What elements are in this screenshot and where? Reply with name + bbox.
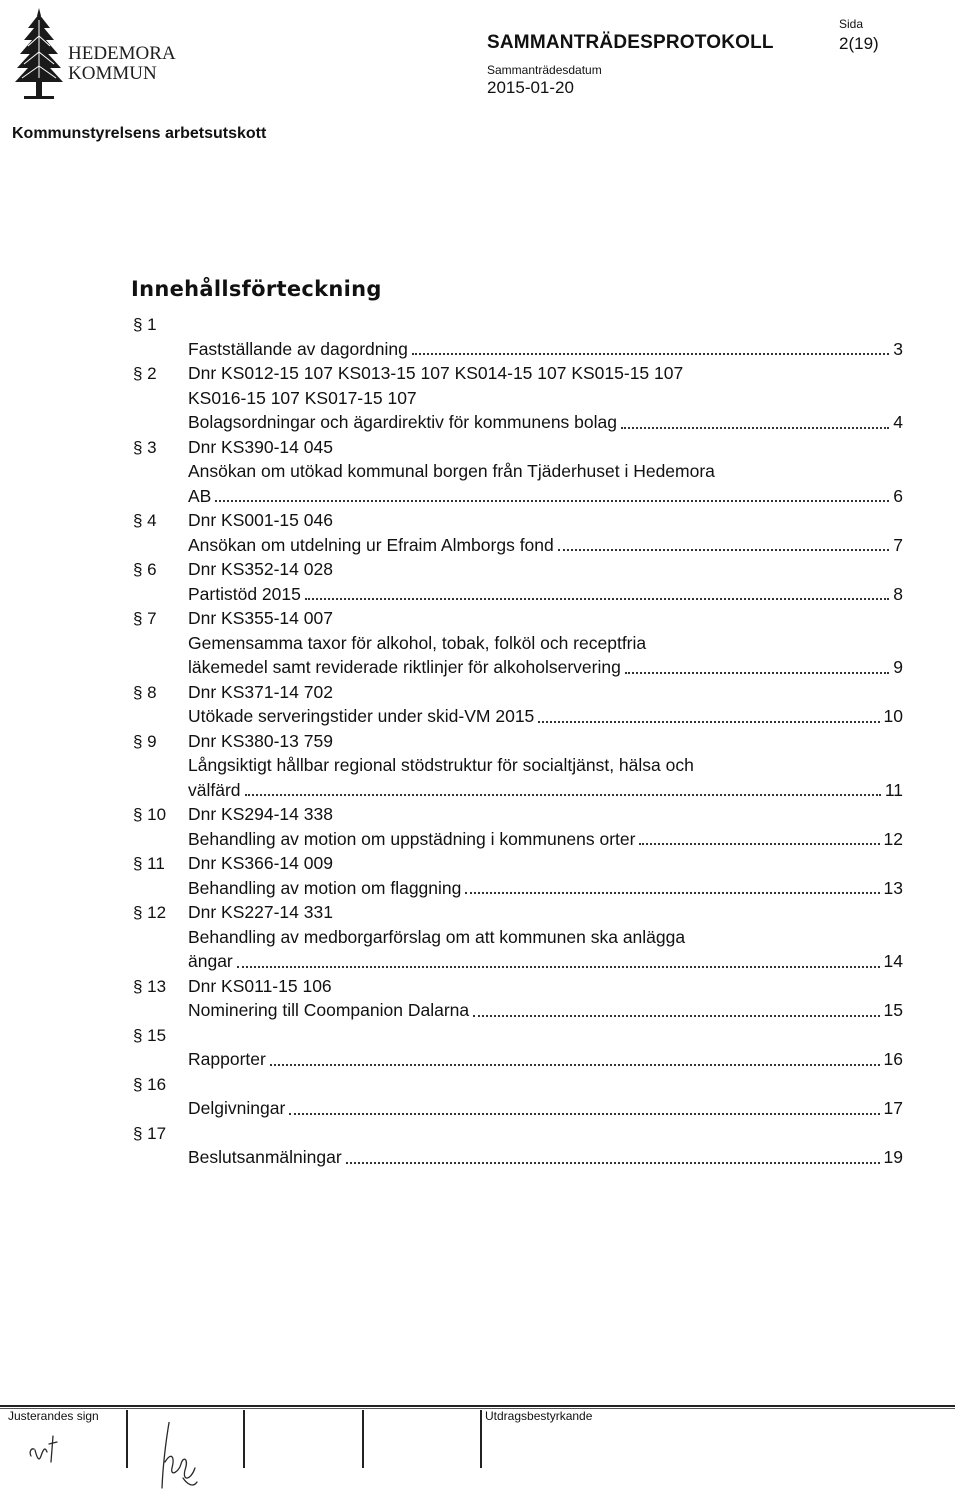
toc-entry-line: Dnr KS366-14 009 [188, 853, 333, 873]
toc-entry [133, 802, 903, 851]
toc-entry-title: Rapporter [188, 1049, 266, 1069]
toc-entry-title: Bolagsordningar och ägardirektiv för kommunens bolag [188, 412, 617, 432]
toc-page-number: 8 [893, 583, 903, 604]
toc-entry-title: Behandling av motion om flaggning [188, 877, 462, 898]
toc-entry-line: Långsiktigt hållbar regional stödstruktur för socialtjänst, hälsa och [188, 755, 694, 775]
toc-page-number: 3 [893, 338, 903, 359]
dot-leader [558, 548, 890, 551]
toc-entry-line [188, 1023, 903, 1048]
toc-page-number: 15 [883, 1000, 903, 1020]
paragraph-number: § 10 [133, 805, 167, 824]
toc-entry [133, 361, 903, 435]
toc-entry-line: Dnr KS352-14 028 [188, 559, 333, 579]
meeting-date-value: 2015-01-20 [487, 78, 574, 97]
toc-entry [133, 557, 903, 606]
hedemora-tree-logo [14, 6, 64, 102]
paragraph-number: § 15 [133, 1025, 167, 1045]
toc-entry-title: Ansökan om utdelning ur Efraim Almborgs fond [188, 534, 554, 555]
toc-entry-title: Delgivningar [188, 1098, 286, 1118]
paragraph-number: § 2 [133, 364, 157, 383]
table-of-contents [133, 312, 903, 1170]
toc-entry [133, 1072, 903, 1121]
toc-entry-title: välfärd [188, 779, 241, 800]
dot-leader [625, 671, 889, 674]
toc-entry-line: Dnr KS001-15 046 [188, 510, 333, 530]
logo-line-2: KOMMUN [68, 63, 157, 84]
toc-entry-line: Dnr KS294-14 338 [188, 804, 333, 824]
toc-entry-line: Dnr KS355-14 007 [188, 608, 333, 628]
toc-entry-line: Dnr KS371-14 702 [188, 681, 333, 702]
signature-box-divider [362, 1410, 364, 1468]
toc-page-number: 11 [884, 779, 903, 800]
toc-entry [133, 435, 903, 509]
dot-leader [621, 426, 889, 429]
committee-name: Kommunstyrelsens arbetsutskott [12, 125, 267, 142]
footer-divider [0, 1405, 955, 1407]
extract-certification-label: Utdragsbestyrkande [485, 1409, 593, 1423]
toc-entry-title: Behandling av motion om uppstädning i kommunens orter [188, 828, 636, 849]
toc-page-number: 10 [883, 706, 903, 726]
paragraph-number: § 17 [133, 1123, 167, 1143]
toc-entry [133, 974, 903, 1023]
toc-page-number: 13 [883, 877, 903, 898]
toc-page-number: 7 [893, 534, 903, 555]
dot-leader [412, 352, 889, 355]
toc-page-number: 9 [893, 657, 903, 677]
paragraph-number: § 3 [133, 437, 157, 457]
toc-entry-title: Beslutsanmälningar [188, 1147, 342, 1167]
paragraph-number: § 4 [133, 511, 157, 530]
logo-line-1: HEDEMORA [68, 43, 176, 64]
dot-leader [473, 1014, 879, 1017]
page-number: 2(19) [839, 34, 879, 53]
toc-entry-line: KS016-15 107 KS017-15 107 [188, 387, 417, 408]
toc-entry [133, 851, 903, 900]
paragraph-number: § 11 [133, 854, 165, 873]
paragraph-number: § 13 [133, 976, 167, 996]
toc-entry-line: Dnr KS012-15 107 KS013-15 107 KS014-15 107 KS015-15 107 [188, 363, 684, 383]
toc-entry [133, 900, 903, 974]
toc-entry-title: Partistöd 2015 [188, 583, 301, 604]
toc-entry [133, 312, 903, 361]
toc-heading: Innehållsförteckning [131, 277, 382, 301]
paragraph-number: § 12 [133, 903, 167, 922]
toc-entry-line: Dnr KS011-15 106 [188, 975, 332, 996]
signature-box-divider [243, 1410, 245, 1468]
dot-leader [215, 499, 889, 502]
toc-entry-title: AB [188, 485, 212, 506]
dot-leader [270, 1063, 880, 1066]
toc-entry-title: Fastställande av dagordning [188, 338, 408, 359]
paragraph-number: § 8 [133, 682, 157, 702]
footer-divider-secondary [0, 1408, 955, 1409]
paragraph-number: § 16 [133, 1074, 167, 1094]
toc-entry-line: Ansökan om utökad kommunal borgen från Tjäderhuset i Hedemora [188, 461, 715, 481]
toc-page-number: 16 [883, 1049, 903, 1069]
toc-page-number: 4 [893, 412, 903, 432]
toc-entry-line: Behandling av medborgarförslag om att kommunen ska anlägga [188, 926, 686, 947]
toc-page-number: 19 [883, 1147, 903, 1167]
toc-entry-line [188, 1072, 903, 1097]
toc-entry-line [188, 312, 903, 337]
dot-leader [289, 1112, 879, 1115]
page-label: Sida [839, 17, 864, 31]
toc-entry [133, 729, 903, 803]
toc-entry-line: Dnr KS380-13 759 [188, 730, 333, 751]
toc-entry-line: Dnr KS390-14 045 [188, 436, 333, 457]
toc-entry [133, 508, 903, 557]
dot-leader [305, 597, 889, 600]
dot-leader [465, 891, 879, 894]
toc-entry-title: läkemedel samt reviderade riktlinjer för alkoholservering [188, 657, 621, 677]
paragraph-number: § 9 [133, 731, 157, 751]
paragraph-number: § 1 [133, 315, 157, 334]
signature-box-divider [480, 1410, 482, 1468]
dot-leader [639, 842, 879, 845]
toc-entry-line: Gemensamma taxor för alkohol, tobak, folköl och receptfria [188, 632, 647, 653]
toc-entry [133, 680, 903, 729]
signature-label: Justerandes sign [8, 1409, 99, 1423]
toc-entry [133, 1121, 903, 1170]
handwritten-signatures [25, 1422, 225, 1492]
dot-leader [245, 793, 881, 796]
toc-entry-line [188, 1121, 903, 1146]
dot-leader [237, 965, 880, 968]
toc-page-number: 12 [883, 828, 903, 849]
toc-entry [133, 1023, 903, 1072]
toc-entry [133, 606, 903, 680]
toc-entry-line: Dnr KS227-14 331 [188, 902, 333, 922]
toc-page-number: 14 [883, 951, 903, 971]
paragraph-number: § 7 [133, 609, 157, 628]
toc-entry-title: Nominering till Coompanion Dalarna [188, 1000, 470, 1020]
toc-entry-title: Utökade serveringstider under skid-VM 2015 [188, 706, 535, 726]
dot-leader [346, 1161, 880, 1164]
dot-leader [538, 720, 879, 723]
logo-wordmark [68, 44, 188, 84]
meeting-date-label: Sammanträdesdatum [487, 63, 602, 77]
toc-page-number: 17 [883, 1098, 903, 1118]
document-title: SAMMANTRÄDESPROTOKOLL [487, 32, 774, 53]
paragraph-number: § 6 [133, 560, 157, 579]
toc-entry-title: ängar [188, 951, 233, 971]
toc-page-number: 6 [893, 485, 903, 506]
